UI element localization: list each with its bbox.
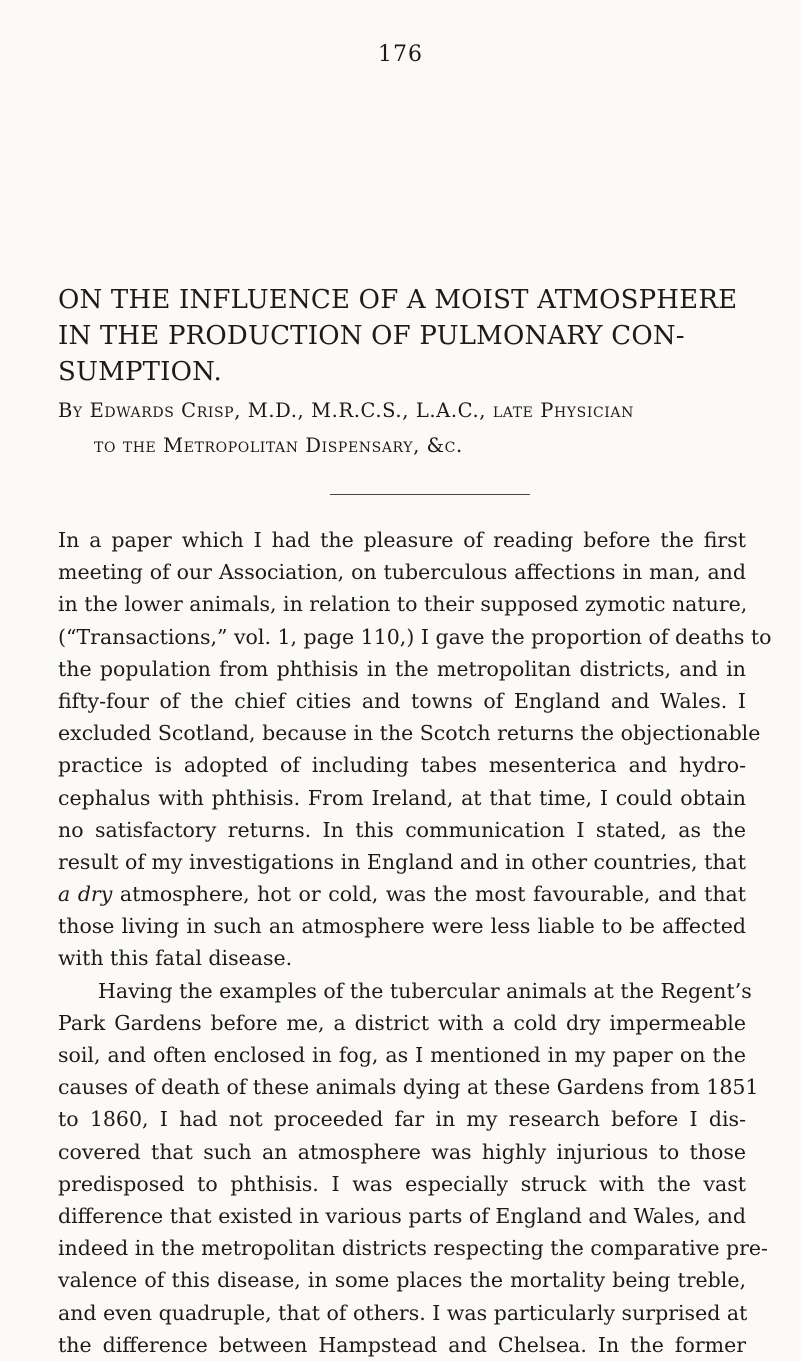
text-line: result of my investigations in England and in other countries, that [58, 849, 746, 874]
text-line: valence of this disease, in some places the mortality being treble, [58, 1268, 746, 1293]
text-line: indeed in the metropolitan districts respecting the comparative pre- [58, 1236, 768, 1261]
title-line: ON THE INFLUENCE OF A MOIST ATMOSPHERE [58, 285, 738, 315]
paragraph-2 [58, 975, 768, 1361]
text-line: excluded Scotland, because in the Scotch returns the objectionable [58, 721, 761, 746]
title-line: IN THE PRODUCTION OF PULMONARY CON- [58, 321, 685, 351]
text-line: cephalus with phthisis. From Ireland, at that time, I could obtain [58, 785, 746, 810]
text-line: soil, and often enclosed in fog, as I mentioned in my paper on the [58, 1043, 746, 1067]
italic-phrase: a dry [58, 882, 113, 907]
text-line: the population from phthisis in the metropolitan districts, and in [58, 656, 746, 681]
paragraph-1 [58, 524, 772, 975]
text-line: Having the examples of the tubercular animals at the Regent’s [98, 978, 752, 1003]
text-line: In a paper which I had the pleasure of reading before the first [58, 528, 746, 552]
text-line-rest: atmosphere, hot or cold, was the most favourable, and that [112, 882, 746, 907]
text-line [58, 878, 746, 910]
article-title [58, 282, 748, 390]
text-line: fifty-four of the chief cities and towns of England and Wales. I [58, 688, 746, 713]
text-line: those living in such an atmosphere were less liable to be affected [58, 914, 746, 939]
text-line: the difference between Hampstead and Chelsea. In the former [58, 1332, 746, 1357]
text-line: predisposed to phthisis. I was especially struck with the vast [58, 1171, 746, 1196]
page-number: 176 [378, 42, 423, 67]
text-line: in the lower animals, in relation to their supposed zymotic nature, [58, 592, 748, 617]
text-line: practice is adopted of including tabes mesenterica and hydro- [58, 753, 746, 778]
byline-line-2: to the Metropolitan Dispensary, &c. [94, 434, 463, 457]
text-line: to 1860, I had not proceeded far in my research before I dis- [58, 1107, 746, 1132]
article-body [58, 524, 772, 1361]
text-line: covered that such an atmosphere was highly injurious to those [58, 1139, 746, 1164]
text-line: difference that existed in various parts of England and Wales, and [58, 1203, 746, 1228]
text-line: with this fatal disease. [58, 946, 293, 971]
text-line: Park Gardens before me, a district with a cold dry impermeable [58, 1010, 746, 1035]
text-line: causes of death of these animals dying at these Gardens from 1851 [58, 1075, 759, 1100]
section-divider [330, 494, 530, 495]
text-line: and even quadruple, that of others. I was particularly surprised at [58, 1300, 748, 1325]
text-line: no satisfactory returns. In this communication I stated, as the [58, 817, 746, 842]
author-byline [58, 393, 758, 463]
title-line: SUMPTION. [58, 357, 222, 387]
byline-line-1: By Edwards Crisp, M.D., M.R.C.S., L.A.C., late Physician [58, 399, 634, 422]
text-line: meeting of our Association, on tuberculous affections in man, and [58, 560, 746, 585]
text-line: (“Transactions,” vol. 1, page 110,) I gave the proportion of deaths to [58, 624, 772, 649]
